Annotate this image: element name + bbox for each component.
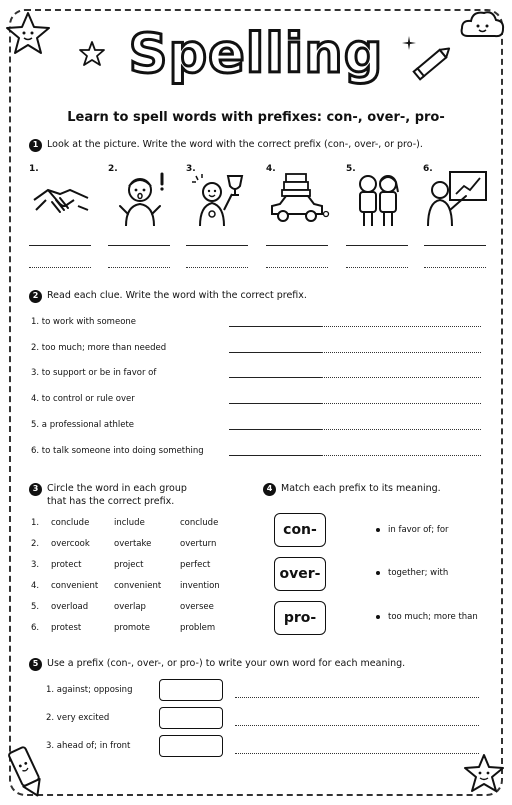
title-banner xyxy=(120,18,392,88)
clue-answer-line[interactable] xyxy=(229,326,481,327)
clue-answer-line[interactable] xyxy=(229,455,481,456)
meaning-item[interactable] xyxy=(376,525,449,535)
answer-line[interactable] xyxy=(266,267,328,268)
word-choice[interactable]: convenient xyxy=(51,581,99,591)
section-number-badge: 4 xyxy=(263,483,276,496)
answer-line[interactable] xyxy=(29,267,91,268)
pencil-icon xyxy=(410,40,456,84)
section-2-heading xyxy=(29,290,489,303)
word-choice[interactable]: conclude xyxy=(180,518,219,528)
two-kids-icon xyxy=(346,170,410,228)
picture-number: 3. xyxy=(186,164,196,174)
word-answer-line[interactable] xyxy=(235,753,479,754)
answer-line[interactable] xyxy=(266,245,328,246)
clue-answer-line[interactable] xyxy=(229,429,481,430)
group-number: 2. xyxy=(31,539,40,549)
subtitle: Learn to spell words with prefixes: con-, over-, pro- xyxy=(67,110,445,125)
section-4-instruction: Match each prefix to its meaning. xyxy=(281,483,441,494)
section-3-instruction-line2: that has the correct prefix. xyxy=(47,495,175,507)
match-dot[interactable] xyxy=(376,528,380,532)
word-answer-line[interactable] xyxy=(235,697,479,698)
prefix-answer-box[interactable] xyxy=(159,679,223,701)
handshake-icon xyxy=(30,170,94,228)
picture-number: 6. xyxy=(423,164,433,174)
clue-text: 1. to work with someone xyxy=(31,317,137,327)
match-dot[interactable] xyxy=(376,615,380,619)
word-choice[interactable]: overtake xyxy=(114,539,152,549)
overloaded-car-icon xyxy=(266,170,330,228)
answer-line[interactable] xyxy=(346,245,408,246)
prefix-box-con[interactable]: con- xyxy=(274,513,326,547)
section-number-badge: 2 xyxy=(29,290,42,303)
word-choice[interactable]: overlap xyxy=(114,602,146,612)
word-choice[interactable]: perfect xyxy=(180,560,211,570)
prefix-answer-box[interactable] xyxy=(159,735,223,757)
group-number: 4. xyxy=(31,581,40,591)
word-choice[interactable]: overcook xyxy=(51,539,90,549)
clue-text: 2. too much; more than needed xyxy=(31,343,167,353)
presenter-icon xyxy=(424,170,488,228)
word-answer-line[interactable] xyxy=(235,725,479,726)
section-5-instruction: Use a prefix (con-, over-, or pro-) to write your own word for each meaning. xyxy=(47,658,406,669)
pencil-face-icon xyxy=(6,742,46,800)
meaning-prompt: 2. very excited xyxy=(46,713,110,723)
word-choice[interactable]: problem xyxy=(180,623,216,633)
group-number: 6. xyxy=(31,623,40,633)
star-icon xyxy=(78,40,106,68)
group-number: 3. xyxy=(31,560,40,570)
prefix-box-over[interactable]: over- xyxy=(274,557,326,591)
word-choice[interactable]: conclude xyxy=(51,518,90,528)
section-number-badge: 1 xyxy=(29,139,42,152)
answer-line[interactable] xyxy=(108,245,170,246)
answer-line[interactable] xyxy=(186,245,248,246)
word-choice[interactable]: protest xyxy=(51,623,82,633)
picture-number: 4. xyxy=(266,164,276,174)
surprised-boy-icon xyxy=(110,170,174,228)
word-choice[interactable]: protect xyxy=(51,560,82,570)
clue-text: 4. to control or rule over xyxy=(31,394,135,404)
section-1-heading xyxy=(29,139,489,152)
word-choice[interactable]: promote xyxy=(114,623,150,633)
word-choice[interactable]: convenient xyxy=(114,581,162,591)
group-number: 5. xyxy=(31,602,40,612)
picture-number: 1. xyxy=(29,164,39,174)
clue-text: 3. to support or be in favor of xyxy=(31,368,157,378)
meaning-item[interactable] xyxy=(376,612,478,622)
answer-line[interactable] xyxy=(346,267,408,268)
prefix-box-pro[interactable]: pro- xyxy=(274,601,326,635)
meaning-prompt: 1. against; opposing xyxy=(46,685,133,695)
word-choice[interactable]: project xyxy=(114,560,144,570)
answer-line[interactable] xyxy=(186,267,248,268)
section-number-badge: 5 xyxy=(29,658,42,671)
clue-answer-line[interactable] xyxy=(229,403,481,404)
answer-line[interactable] xyxy=(108,267,170,268)
prefix-answer-box[interactable] xyxy=(159,707,223,729)
word-choice[interactable]: overload xyxy=(51,602,89,612)
word-choice[interactable]: include xyxy=(114,518,145,528)
section-3-instruction-line1: Circle the word in each group xyxy=(47,483,187,494)
meaning-text: together; with xyxy=(388,568,449,578)
meaning-prompt: 3. ahead of; in front xyxy=(46,741,131,751)
section-3-heading xyxy=(29,483,249,509)
picture-number: 2. xyxy=(108,164,118,174)
word-choice[interactable]: overturn xyxy=(180,539,217,549)
winner-trophy-icon xyxy=(188,170,252,228)
section-4-heading xyxy=(263,483,493,496)
section-5-heading xyxy=(29,658,489,671)
star-face-icon xyxy=(4,10,52,58)
section-2-instruction: Read each clue. Write the word with the correct prefix. xyxy=(47,290,307,301)
clue-answer-line[interactable] xyxy=(229,352,481,353)
answer-line[interactable] xyxy=(29,245,91,246)
picture-number: 5. xyxy=(346,164,356,174)
answer-line[interactable] xyxy=(424,267,486,268)
clue-text: 6. to talk someone into doing something xyxy=(31,446,204,456)
group-number: 1. xyxy=(31,518,40,528)
meaning-text: in favor of; for xyxy=(388,525,449,535)
word-choice[interactable]: invention xyxy=(180,581,220,591)
word-choice[interactable]: oversee xyxy=(180,602,214,612)
cloud-face-icon xyxy=(458,6,506,44)
meaning-item[interactable] xyxy=(376,568,448,578)
match-dot[interactable] xyxy=(376,571,380,575)
section-1-instruction: Look at the picture. Write the word with the correct prefix (con-, over-, or pro-). xyxy=(47,139,423,150)
clue-text: 5. a professional athlete xyxy=(31,420,135,430)
page-title: Spelling xyxy=(128,22,384,85)
clue-answer-line[interactable] xyxy=(229,377,481,378)
meaning-text: too much; more than xyxy=(388,612,478,622)
answer-line[interactable] xyxy=(424,245,486,246)
section-number-badge: 3 xyxy=(29,483,42,496)
star-face-icon xyxy=(462,752,506,796)
